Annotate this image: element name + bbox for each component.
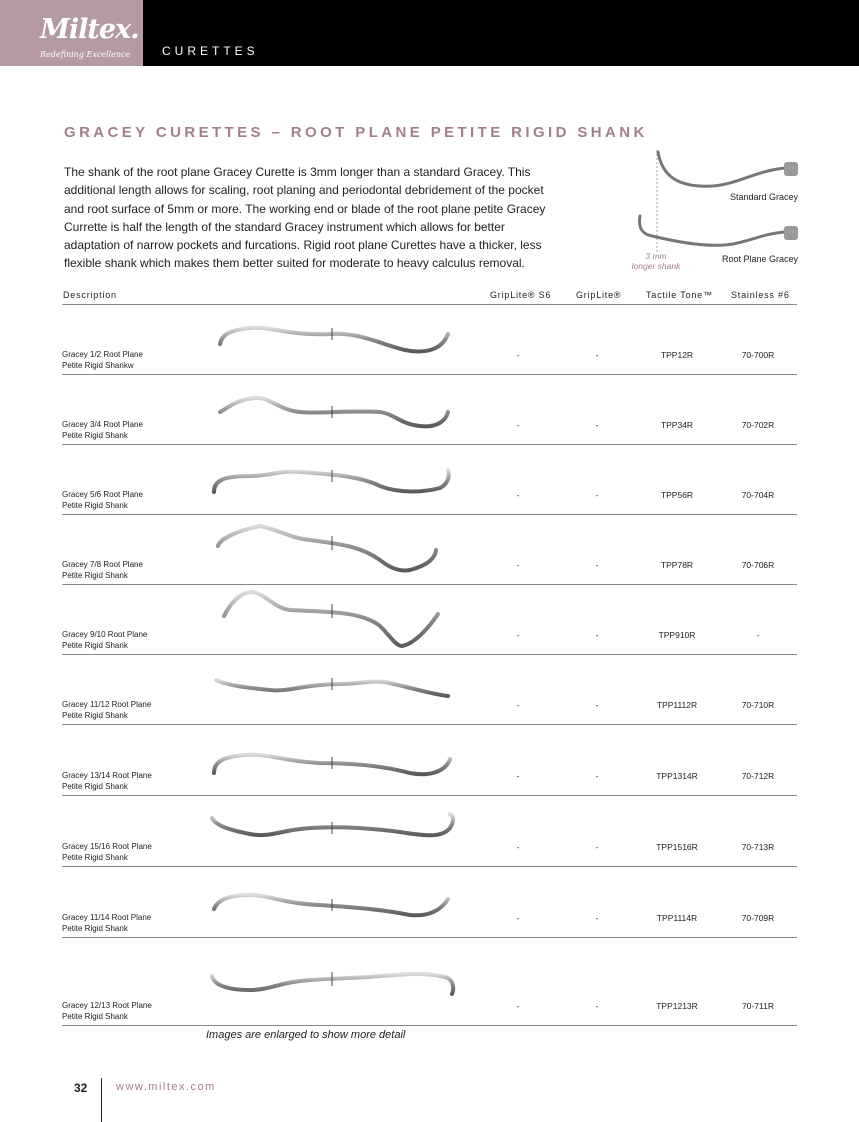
item-description — [62, 489, 143, 511]
stainless-value: 70-700R — [741, 350, 775, 360]
table-row — [62, 374, 797, 445]
tactile-tone-value: TPP1213R — [656, 1001, 698, 1011]
item-name: Gracey 11/14 Root Plane — [62, 913, 152, 922]
col-tactile-tone: Tactile Tone™ — [646, 290, 713, 300]
instrument-image — [210, 516, 460, 582]
page-title: GRACEY CURETTES – ROOT PLANE PETITE RIGID SHANK — [64, 124, 648, 141]
logo-tagline: Redefining Excellence — [40, 50, 131, 59]
root-plane-gracey-label: Root Plane Gracey — [722, 254, 799, 264]
stainless-value: 70-706R — [741, 560, 775, 570]
table-row — [62, 584, 797, 655]
table-row — [62, 304, 797, 375]
table-row — [62, 514, 797, 585]
item-description — [62, 770, 152, 792]
item-name: Gracey 11/12 Root Plane — [62, 700, 152, 709]
col-stainless: Stainless #6 — [731, 290, 790, 300]
griplite-value: - — [595, 350, 599, 360]
item-subname: Petite Rigid Shank — [62, 571, 128, 580]
table-row — [62, 725, 797, 796]
table-row — [62, 867, 797, 938]
item-name: Gracey 12/13 Root Plane — [62, 1001, 152, 1010]
item-name: Gracey 9/10 Root Plane — [62, 630, 148, 639]
website-link[interactable]: www.miltex.com — [116, 1081, 216, 1093]
item-name: Gracey 1/2 Root Plane — [62, 350, 143, 359]
longer-shank-note — [626, 251, 686, 271]
item-name: Gracey 5/6 Root Plane — [62, 490, 143, 499]
griplite-value: - — [595, 913, 599, 923]
item-subname: Petite Rigid Shank — [62, 501, 128, 510]
tactile-tone-value: TPP78R — [660, 560, 694, 570]
item-description — [62, 419, 143, 441]
griplite-s6-value: - — [516, 842, 520, 852]
table-row — [62, 796, 797, 867]
brand-logo — [0, 0, 143, 66]
griplite-s6-value: - — [516, 420, 520, 430]
item-subname: Petite Rigid Shankw — [62, 361, 134, 370]
standard-gracey-label: Standard Gracey — [730, 192, 799, 202]
griplite-s6-value: - — [516, 700, 520, 710]
item-description — [62, 559, 143, 581]
griplite-value: - — [595, 1001, 599, 1011]
item-description — [62, 1000, 152, 1022]
longer-shank-note-line1: 3 mm — [645, 251, 667, 261]
stainless-value: 70-713R — [741, 842, 775, 852]
griplite-s6-value: - — [516, 1001, 520, 1011]
page-header — [0, 0, 859, 66]
instrument-image — [210, 956, 460, 1022]
tactile-tone-value: TPP1516R — [656, 842, 698, 852]
item-subname: Petite Rigid Shank — [62, 641, 128, 650]
griplite-s6-value: - — [516, 350, 520, 360]
griplite-value: - — [595, 420, 599, 430]
item-name: Gracey 13/14 Root Plane — [62, 771, 152, 780]
col-description: Description — [63, 290, 117, 300]
stainless-value: 70-711R — [742, 1001, 774, 1011]
longer-shank-note-line2: longer shank — [631, 261, 681, 271]
stainless-value: 70-702R — [741, 420, 775, 430]
instrument-image — [210, 869, 460, 935]
stainless-value: 70-710R — [741, 700, 775, 710]
col-griplite: GripLite® — [576, 290, 622, 300]
stainless-value: 70-709R — [741, 913, 775, 923]
item-subname: Petite Rigid Shank — [62, 431, 128, 440]
table-row — [62, 444, 797, 515]
table-header — [62, 290, 797, 305]
instrument-image — [210, 727, 460, 793]
item-description — [62, 699, 151, 721]
griplite-s6-value: - — [516, 490, 520, 500]
tactile-tone-value: TPP1314R — [656, 771, 698, 781]
griplite-s6-value: - — [516, 771, 520, 781]
item-subname: Petite Rigid Shank — [62, 853, 128, 862]
tactile-tone-value: TPP34R — [660, 420, 694, 430]
logo-wordmark: Miltex. — [40, 14, 139, 45]
instrument-image — [210, 586, 460, 652]
stainless-value: 70-704R — [741, 490, 775, 500]
item-description — [62, 629, 147, 651]
intro-paragraph: The shank of the root plane Gracey Curette is 3mm longer than a standard Gracey. This additional length allows for scaling, root planing and periodontal debridement of the pocket and root surface of 5mm or more. The working end or blade of the root plane petite Gracey Currette is half the length of the standard Gracey instrument which allows for better adaptation of narrow pockets and furcations. Rigid root plane Curettes have a thicker, less flexible shank which makes them better suited for moderate to heavy calculus removal. — [64, 165, 546, 271]
griplite-s6-value: - — [516, 560, 520, 570]
item-subname: Petite Rigid Shank — [62, 1012, 128, 1021]
page-number: 32 — [74, 1081, 88, 1095]
item-subname: Petite Rigid Shank — [62, 924, 128, 933]
item-subname: Petite Rigid Shank — [62, 782, 128, 791]
griplite-value: - — [595, 700, 599, 710]
footer-divider — [101, 1078, 102, 1122]
stainless-value: 70-712R — [741, 771, 775, 781]
item-description — [62, 841, 152, 863]
section-label: CURETTES — [162, 44, 259, 58]
tactile-tone-value: TPP1112R — [656, 700, 698, 710]
item-subname: Petite Rigid Shank — [62, 711, 128, 720]
instrument-image — [210, 306, 460, 372]
griplite-value: - — [595, 490, 599, 500]
table-row — [62, 654, 797, 725]
image-footnote: Images are enlarged to show more detail — [206, 1029, 406, 1041]
griplite-value: - — [595, 560, 599, 570]
col-griplite-s6: GripLite® S6 — [490, 290, 552, 300]
griplite-value: - — [595, 630, 599, 640]
table-row — [62, 938, 797, 1026]
item-description — [62, 912, 151, 934]
griplite-value: - — [595, 842, 599, 852]
item-description — [62, 349, 143, 371]
instrument-image — [210, 656, 460, 722]
griplite-s6-value: - — [516, 630, 520, 640]
tactile-tone-value: TPP910R — [658, 630, 696, 640]
item-name: Gracey 3/4 Root Plane — [62, 420, 143, 429]
shank-comparison-figure — [618, 148, 798, 274]
instrument-image — [210, 446, 460, 512]
instrument-image — [210, 798, 460, 864]
item-name: Gracey 15/16 Root Plane — [62, 842, 152, 851]
stainless-value: - — [756, 630, 760, 640]
tactile-tone-value: TPP56R — [660, 490, 694, 500]
griplite-s6-value: - — [516, 913, 520, 923]
griplite-value: - — [595, 771, 599, 781]
instrument-image — [210, 376, 460, 442]
item-name: Gracey 7/8 Root Plane — [62, 560, 143, 569]
tactile-tone-value: TPP12R — [660, 350, 694, 360]
tactile-tone-value: TPP1114R — [656, 913, 698, 923]
